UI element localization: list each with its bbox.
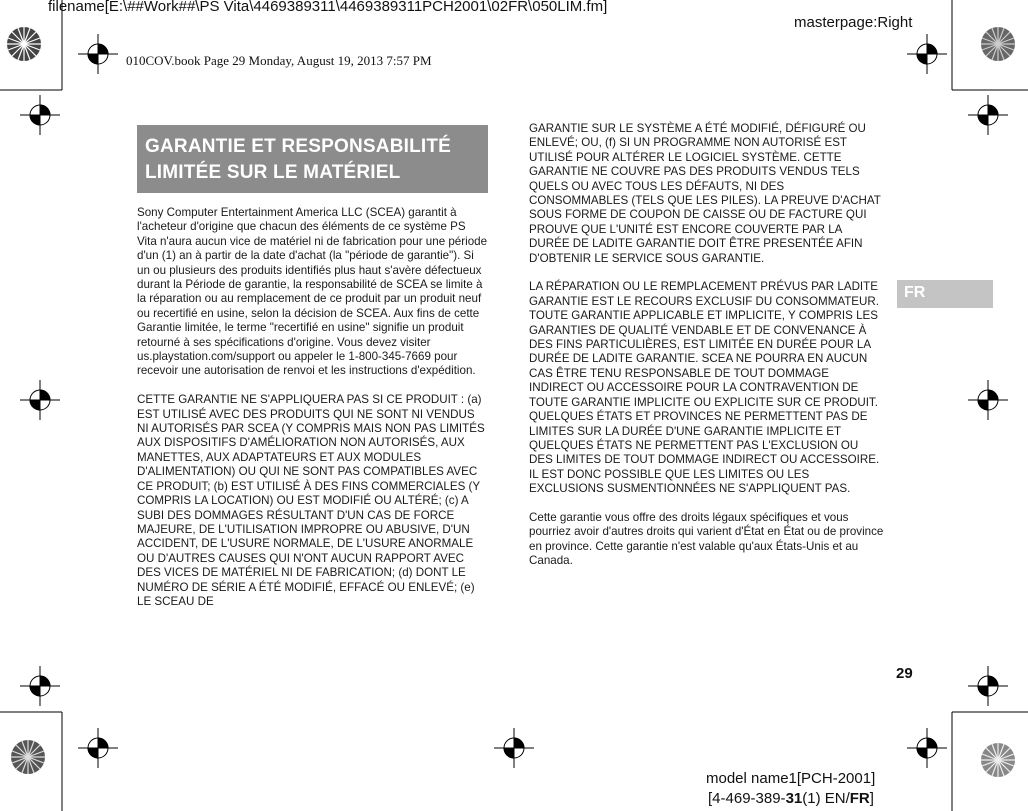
filename-header: filename[E:\##Work##\PS Vita\4469389311\4469389311PCH2001\02FR\050LIM.fm]: [48, 0, 608, 15]
book-info-line: 010COV.book Page 29 Monday, August 19, 2013 7:57 PM: [126, 53, 432, 68]
starburst-icon: [981, 27, 1015, 61]
starburst-icon: [11, 740, 45, 774]
right-column: [529, 122, 884, 583]
crosshair-icon: [78, 728, 118, 768]
section-title-line2: LIMITÉE SUR LE MATÉRIEL: [145, 162, 401, 183]
crosshair-icon: [907, 728, 947, 768]
crosshair-icon: [907, 34, 947, 74]
starburst-icon: [981, 743, 1015, 777]
masterpage-label: masterpage:Right: [794, 14, 913, 31]
footer-model-line: model name1[PCH-2001]: [706, 770, 876, 787]
warranty-intro-paragraph: Sony Computer Entertainment America LLC (SCEA) garantit à l'acheteur d'origine que chacun des éléments de ce système PS Vita n'aura aucun vice de matériel ni de fabrication pour une période d'un (1) an à partir de la date d'achat (la "période de garantie"). Si un ou plusieurs des produits identifiés plus haut s'avère défectueux durant la Période de garantie, la responsabilité de SCEA se limite à la réparation ou au remplacement de ce produit par un produit neuf ou recertifié en usine, selon la décision de SCEA. Aux fins de cette Garantie limitée, le terme "recertifié en usine" signifie un produit retourné à ses spécifications d'origine. Vous devez visiter us.playstation.com/support ou appeler le 1-800-345-7669 pour recevoir une autorisation de renvoi et les instructions d'expédition.: [137, 206, 488, 378]
language-tab: FR: [897, 280, 993, 308]
crosshair-icon: [968, 95, 1008, 135]
crosshair-icon: [20, 666, 60, 706]
crosshair-icon: [968, 380, 1008, 420]
footer-code-suffix: ]: [869, 790, 874, 807]
footer-code-bold: 31: [785, 790, 803, 807]
crosshair-icon: [20, 95, 60, 135]
footer-code-line: [708, 790, 874, 807]
left-column: [137, 206, 488, 624]
legal-rights-paragraph: Cette garantie vous offre des droits légaux spécifiques et vous pourriez avoir d'autres droits qui varient d'État en État ou de province en province. Cette garantie n'est valable qu'aux États-Unis et au Canada.: [529, 510, 884, 568]
crosshair-icon: [20, 380, 60, 420]
starburst-icon: [7, 27, 41, 61]
section-title: [137, 125, 488, 193]
crosshair-icon: [494, 728, 534, 768]
footer-code-middle: (1) EN/: [802, 790, 850, 807]
warranty-exclusions-continued: GARANTIE SUR LE SYSTÈME A ÉTÉ MODIFIÉ, DÉFIGURÉ OU ENLEVÉ; OU, (f) SI UN PROGRAMME NON AUTORISÉ EST UTILISÉ POUR ALTÉRER LE LOGICIEL SYSTÈME. CETTE GARANTIE NE COUVRE PAS DES PRODUITS VENDUS TELS QUELS OU AVEC TOUS LES DÉFAUTS, NI DES CONSOMMABLES (TELS QUE LES PILES). LA PREUVE D'ACHAT SOUS FORME DE COUPON DE CAISSE OU DE FACTURE QUI PROUVE QUE L'UNITÉ EST ENCORE COUVERTE PAR LA DURÉE DE LADITE GARANTIE DOIT ÊTRE PRESENTÉE AFIN D'OBTENIR LE SERVICE SOUS GARANTIE.: [529, 122, 881, 265]
footer-code-prefix: [4-469-389-: [708, 790, 786, 807]
limitation-of-liability-paragraph: LA RÉPARATION OU LE REMPLACEMENT PRÉVUS PAR LADITE GARANTIE EST LE RECOURS EXCLUSIF DU CONSOMMATEUR. TOUTE GARANTIE APPLICABLE ET IMPLICITE, Y COMPRIS LES GARANTIES DE QUALITÉ VENDABLE ET DE CONVENANCE À DES FINS PARTICULIÈRES, EST LIMITÉE EN DURÉE POUR LA DURÉE DE LADITE GARANTIE. SCEA NE POURRA EN AUCUN CAS ÊTRE TENU RESPONSABLE DE TOUT DOMMAGE INDIRECT OU ACCESSOIRE POUR LA CONTRAVENTION DE TOUTE GARANTIE IMPLICITE OU EXPLICITE SUR CE PRODUIT. QUELQUES ÉTATS ET PROVINCES NE PERMETTENT PAS DE LIMITES SUR LA DURÉE D'UNE GARANTIE IMPLICITE ET QUELQUES ÉTATS NE PERMETTENT PAS L'EXCLUSION OU DES LIMITES DE TOUT DOMMAGE INDIRECT OU ACCESSOIRE. IL EST DONC POSSIBLE QUE LES LIMITES OU LES EXCLUSIONS SUSMENTIONNÉES NE S'APPLIQUENT PAS.: [529, 280, 880, 496]
footer-code-lang: FR: [849, 790, 870, 807]
crosshair-icon: [78, 34, 118, 74]
section-title-line1: GARANTIE ET RESPONSABILITÉ: [145, 136, 452, 157]
warranty-exclusions-paragraph: CETTE GARANTIE NE S'APPLIQUERA PAS SI CE PRODUIT : (a) EST UTILISÉ AVEC DES PRODUITS QUI NE SONT NI VENDUS NI AUTORISÉS PAR SCEA (Y COMPRIS MAIS NON PAS LIMITÉS AUX DISPOSITIFS D'AMÉLIORATION NON AUTORISÉS, AUX MANETTES, AUX ADAPTATEURS ET AUX MODULES D'ALIMENTATION) OU QUI NE SONT PAS COMPATIBLES AVEC CE PRODUIT; (b) EST UTILISÉ À DES FINS COMMERCIALES (Y COMPRIS LA LOCATION) OU EST MODIFIÉ OU ALTÉRÉ; (c) A SUBI DES DOMMAGES RÉSULTANT D'UN CAS DE FORCE MAJEURE, DE L'UTILISATION IMPROPRE OU ABUSIVE, D'UN ACCIDENT, DE L'USURE NORMALE, DE L'USURE ANORMALE OU D'AUTRES CAUSES QUI N'ONT AUCUN RAPPORT AVEC DES VICES DE MATÉRIEL NI DE FABRICATION; (d) DONT LE NUMÉRO DE SÉRIE A ÉTÉ MODIFIÉ, EFFACÉ OU ENLEVÉ; (e) LE SCEAU DE: [137, 393, 485, 608]
crosshair-icon: [968, 666, 1008, 706]
page-number: 29: [896, 665, 913, 682]
